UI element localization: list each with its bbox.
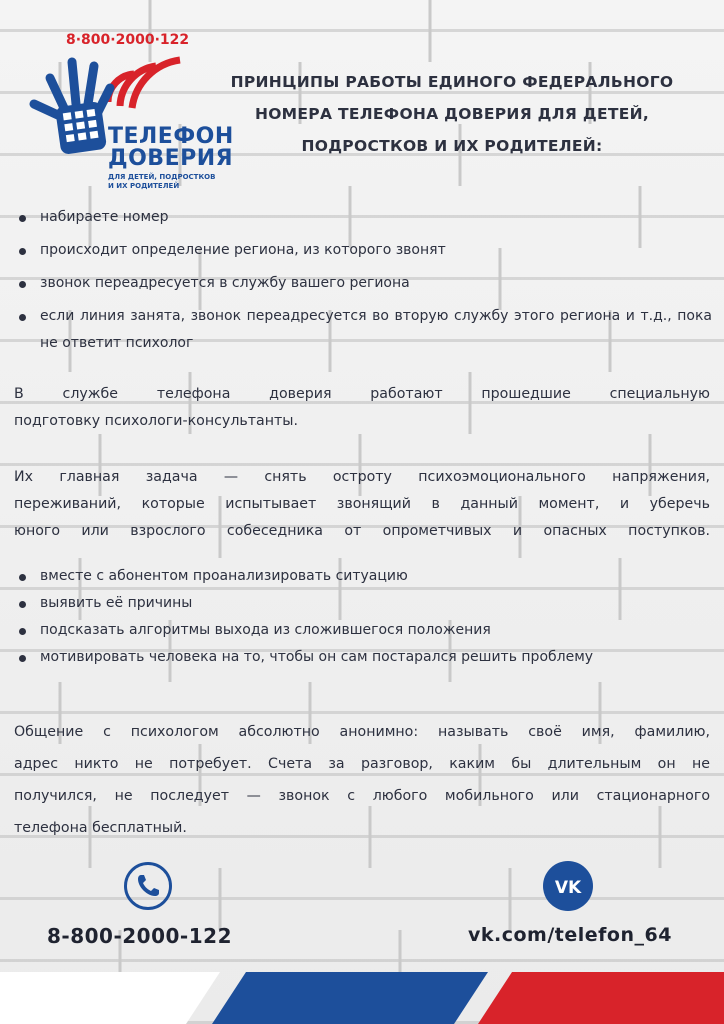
logo-title-line1: ТЕЛЕФОН [108, 124, 234, 149]
list-item: если линия занята, звонок переадресуется во вторую службу этого региона и т.д., пока не ответит психолог [16, 303, 712, 357]
page-title: ПРИНЦИПЫ РАБОТЫ ЕДИНОГО ФЕДЕРАЛЬНОГО НОМЕРА ТЕЛЕФОНА ДОВЕРИЯ ДЛЯ ДЕТЕЙ, ПОДРОСТКОВ И ИХ РОДИТЕЛЕЙ: [230, 73, 674, 155]
logo-subtitle-line1: ДЛЯ ДЕТЕЙ, ПОДРОСТКОВ [108, 173, 216, 181]
logo-phone-number: 8·800·2000·122 [66, 32, 190, 48]
vk-icon [543, 861, 593, 911]
list-item: вместе с абонентом проанализировать ситуацию [16, 563, 712, 590]
paragraph-line: юного или взрослого собеседника от опрометчивых и опасных поступков. [14, 523, 710, 539]
paragraph-line: телефона бесплатный. [14, 820, 187, 836]
call-process-list [16, 204, 712, 363]
list-item: подсказать алгоритмы выхода из сложившегося положения [16, 617, 712, 644]
red-stripe [478, 972, 724, 1024]
logo-title-line2: ДОВЕРИЯ [108, 146, 234, 171]
paragraph-line: Их главная задача — снять остроту психоэмоционального напряжения, [14, 469, 710, 485]
helpline-logo [26, 18, 234, 208]
list-item: набираете номер [16, 204, 712, 231]
list-item: происходит определение региона, из которого звонят [16, 237, 712, 264]
vk-link[interactable]: vk.com/telefon_64 [468, 924, 672, 946]
paragraph-line: Общение с психологом абсолютно анонимно: называть своё имя, фамилию, [14, 724, 710, 740]
helpline-phone-number[interactable]: 8-800-2000-122 [47, 924, 232, 948]
psychologist-tasks-list [16, 563, 712, 671]
paragraph-line: подготовку психологи-консультанты. [14, 413, 298, 429]
blue-stripe [212, 972, 488, 1024]
white-stripe [0, 972, 220, 1024]
phone-icon [124, 862, 172, 910]
paragraph-line: получился, не последует — звонок с любого мобильного или стационарного [14, 788, 710, 804]
list-item: мотивировать человека на то, чтобы он сам постарался решить проблему [16, 644, 712, 671]
paragraph-line: В службе телефона доверия работают прошедшие специальную [14, 386, 710, 402]
paragraph-line: переживаний, которые испытывает звонящий в данный момент, и уберечь [14, 496, 710, 512]
vk-icon-text: VK [554, 878, 582, 898]
flag-stripes [0, 968, 724, 1024]
psychologists-paragraph [14, 381, 710, 435]
main-task-paragraph [14, 464, 710, 545]
logo-subtitle-line2: И ИХ РОДИТЕЛЕЙ [108, 182, 180, 190]
list-item: звонок переадресуется в службу вашего региона [16, 270, 712, 297]
list-item: выявить её причины [16, 590, 712, 617]
paragraph-line: адрес никто не потребует. Счета за разговор, каким бы длительным он не [14, 756, 710, 772]
anonymity-paragraph [14, 716, 710, 844]
